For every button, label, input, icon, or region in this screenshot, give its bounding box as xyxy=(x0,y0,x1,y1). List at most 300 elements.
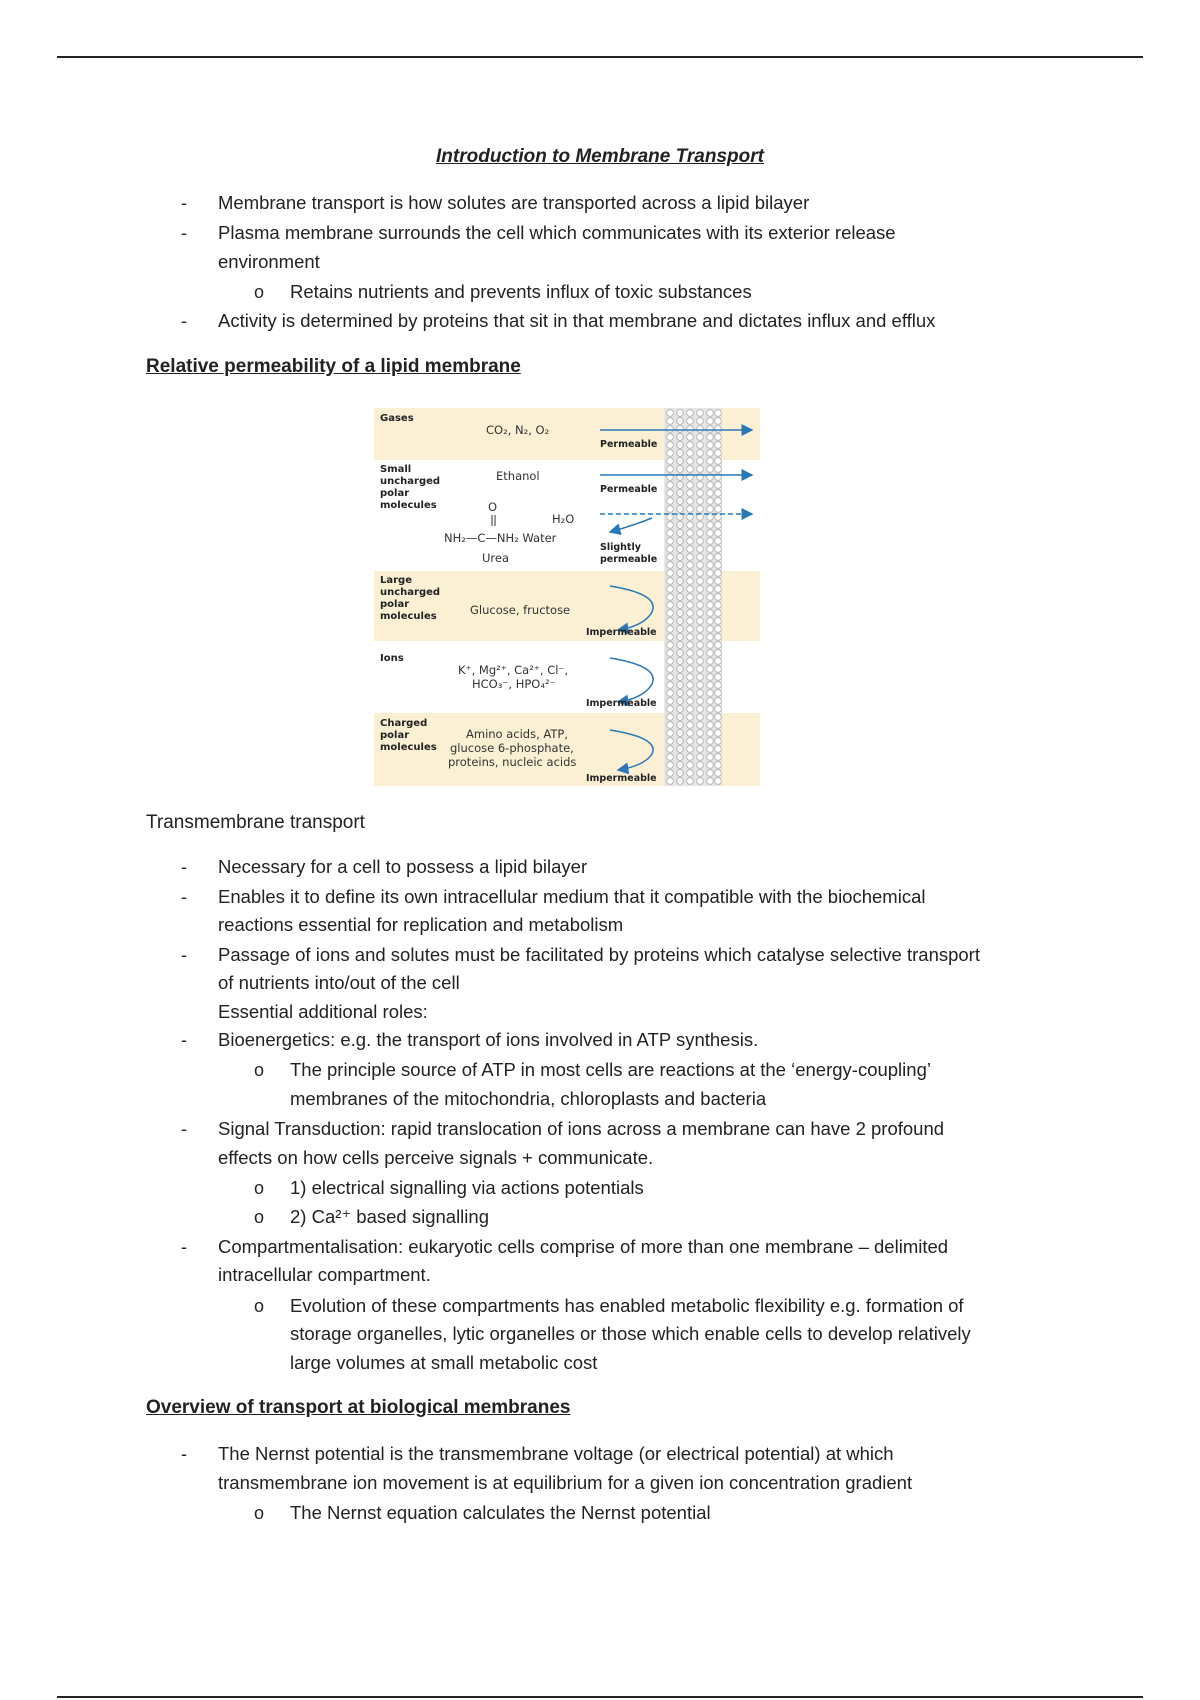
lipid-head xyxy=(707,522,714,529)
lipid-head xyxy=(697,618,704,625)
intro-line-5: Activity is determined by proteins that sit in that membrane and dictates influx and efflux xyxy=(218,310,936,331)
lipid-head xyxy=(707,714,714,721)
lipid-head xyxy=(687,434,694,441)
lipid-head xyxy=(677,442,684,449)
lipid-head xyxy=(697,778,704,785)
lipid-head xyxy=(707,754,714,761)
bullet-dash: - xyxy=(181,1119,187,1139)
lipid-head xyxy=(687,490,694,497)
lipid-head xyxy=(687,562,694,569)
lipid-head xyxy=(677,418,684,425)
lipid-head xyxy=(697,658,704,665)
overview-line-2: transmembrane ion movement is at equilibrium for a given ion concentration gradient xyxy=(218,1472,913,1493)
arrow-bounce-ions xyxy=(610,658,653,702)
tm-line-18: large volumes at small metabolic cost xyxy=(290,1352,598,1373)
lipid-head xyxy=(715,698,722,705)
lipid-head xyxy=(715,434,722,441)
lipid-head xyxy=(697,458,704,465)
bullet-circle: o xyxy=(254,1060,265,1080)
lipid-head xyxy=(687,602,694,609)
lipid-head xyxy=(707,682,714,689)
svg-text:uncharged: uncharged xyxy=(380,587,441,598)
svg-text:polar: polar xyxy=(380,599,410,610)
lipid-head xyxy=(697,554,704,561)
bullet-dash: - xyxy=(181,223,187,243)
lipid-head xyxy=(667,634,674,641)
lipid-head xyxy=(697,730,704,737)
lipid-head xyxy=(667,618,674,625)
lipid-head xyxy=(697,674,704,681)
lipid-head xyxy=(677,738,684,745)
lipid-head xyxy=(677,682,684,689)
lipid-head xyxy=(667,746,674,753)
tm-line-1: Necessary for a cell to possess a lipid bilayer xyxy=(218,856,588,877)
lipid-head xyxy=(707,746,714,753)
lipid-head xyxy=(707,618,714,625)
lipid-head xyxy=(667,458,674,465)
lipid-head xyxy=(697,714,704,721)
lipid-head xyxy=(677,490,684,497)
lipid-head xyxy=(677,562,684,569)
status-ions: Impermeable xyxy=(586,698,657,709)
lipid-head xyxy=(677,642,684,649)
lipid-head xyxy=(715,482,722,489)
tm-line-6: Essential additional roles: xyxy=(218,1001,428,1022)
lipid-head xyxy=(667,682,674,689)
lipid-head xyxy=(667,690,674,697)
lipid-head xyxy=(715,506,722,513)
lipid-head xyxy=(677,650,684,657)
lipid-head xyxy=(707,538,714,545)
lipid-head xyxy=(677,666,684,673)
lipid-head xyxy=(667,538,674,545)
tm-line-7: Bioenergetics: e.g. the transport of ions involved in ATP synthesis. xyxy=(218,1029,759,1050)
lipid-head xyxy=(667,706,674,713)
svg-text:polar: polar xyxy=(380,488,410,499)
lipid-head xyxy=(687,754,694,761)
lipid-head xyxy=(715,690,722,697)
status-gases: Permeable xyxy=(600,439,658,450)
lipid-head xyxy=(697,634,704,641)
lipid-head xyxy=(667,554,674,561)
lipid-head xyxy=(677,658,684,665)
molecules-charged-2: glucose 6-phosphate, xyxy=(450,741,574,755)
tm-line-3: reactions essential for replication and metabolism xyxy=(218,914,624,935)
lipid-head xyxy=(715,458,722,465)
lipid-head xyxy=(667,418,674,425)
lipid-head xyxy=(667,610,674,617)
lipid-head xyxy=(707,738,714,745)
lipid-head xyxy=(677,578,684,585)
lipid-head xyxy=(667,506,674,513)
lipid-head xyxy=(707,650,714,657)
bullet-dash: - xyxy=(181,311,187,331)
lipid-head xyxy=(697,602,704,609)
urea-o: O xyxy=(488,500,498,514)
lipid-head xyxy=(687,698,694,705)
lipid-head xyxy=(697,562,704,569)
intro-line-3: environment xyxy=(218,251,320,272)
tm-line-17: storage organelles, lytic organelles or those which enable cells to develop relatively xyxy=(290,1323,971,1344)
lipid-head xyxy=(697,586,704,593)
lipid-head xyxy=(715,754,722,761)
lipid-head xyxy=(715,442,722,449)
lipid-head xyxy=(697,506,704,513)
lipid-head xyxy=(677,618,684,625)
molecules-ions-2: HCO₃⁻, HPO₄²⁻ xyxy=(472,677,556,691)
lipid-head xyxy=(697,498,704,505)
bullet-dash: - xyxy=(181,193,187,213)
lipid-head xyxy=(677,410,684,417)
lipid-head xyxy=(715,746,722,753)
lipid-head xyxy=(667,602,674,609)
tm-line-13: 2) Ca²⁺ based signalling xyxy=(290,1206,489,1227)
lipid-head xyxy=(707,762,714,769)
lipid-head xyxy=(687,410,694,417)
lipid-head xyxy=(715,554,722,561)
lipid-head xyxy=(707,626,714,633)
lipid-head xyxy=(715,682,722,689)
lipid-head xyxy=(707,562,714,569)
status-charged: Impermeable xyxy=(586,773,657,784)
lipid-head xyxy=(697,706,704,713)
lipid-head xyxy=(707,554,714,561)
lipid-head xyxy=(697,738,704,745)
lipid-head xyxy=(715,738,722,745)
lipid-head xyxy=(667,674,674,681)
lipid-head xyxy=(697,442,704,449)
lipid-head xyxy=(677,770,684,777)
lipid-head xyxy=(687,730,694,737)
lipid-head xyxy=(677,698,684,705)
lipid-head xyxy=(687,482,694,489)
lipid-head xyxy=(687,618,694,625)
lipid-head xyxy=(707,770,714,777)
lipid-head xyxy=(677,746,684,753)
lipid-head xyxy=(667,442,674,449)
lipid-head xyxy=(707,410,714,417)
lipid-head xyxy=(667,722,674,729)
lipid-head xyxy=(667,714,674,721)
lipid-head xyxy=(707,458,714,465)
lipid-head xyxy=(697,650,704,657)
lipid-head xyxy=(697,538,704,545)
lipid-head xyxy=(707,578,714,585)
lipid-head xyxy=(715,610,722,617)
molecules-ions: K⁺, Mg²⁺, Ca²⁺, Cl⁻, xyxy=(458,663,569,677)
lipid-head xyxy=(677,778,684,785)
bullet-circle: o xyxy=(254,1178,265,1198)
lipid-head xyxy=(667,410,674,417)
tm-line-2: Enables it to define its own intracellular medium that it compatible with the biochemical xyxy=(218,886,926,907)
lipid-head xyxy=(715,634,722,641)
bullet-dash: - xyxy=(181,857,187,877)
lipid-head xyxy=(667,426,674,433)
lipid-head xyxy=(687,634,694,641)
overview-line-1: The Nernst potential is the transmembrane voltage (or electrical potential) at which xyxy=(218,1443,894,1464)
lipid-head xyxy=(677,602,684,609)
lipid-head xyxy=(707,658,714,665)
lipid-head xyxy=(667,450,674,457)
lipid-head xyxy=(697,466,704,473)
lipid-head xyxy=(707,546,714,553)
lipid-head xyxy=(707,634,714,641)
lipid-head xyxy=(707,570,714,577)
tm-line-10: Signal Transduction: rapid translocation of ions across a membrane can have 2 profound xyxy=(218,1118,945,1139)
lipid-head xyxy=(687,530,694,537)
lipid-head xyxy=(707,418,714,425)
bullet-circle: o xyxy=(254,1207,265,1227)
lipid-head xyxy=(697,578,704,585)
bullet-circle: o xyxy=(254,282,265,302)
svg-text:molecules: molecules xyxy=(380,611,437,622)
lipid-head xyxy=(677,498,684,505)
lipid-head xyxy=(715,666,722,673)
lipid-head xyxy=(667,522,674,529)
lipid-head xyxy=(707,434,714,441)
lipid-head xyxy=(687,426,694,433)
lipid-head xyxy=(697,682,704,689)
intro-line-4: Retains nutrients and prevents influx of toxic substances xyxy=(290,281,752,302)
lipid-head xyxy=(707,778,714,785)
lipid-head xyxy=(707,722,714,729)
bullet-dash: - xyxy=(181,1030,187,1050)
lipid-head xyxy=(715,546,722,553)
lipid-head xyxy=(687,506,694,513)
label-small-uncharged: Small xyxy=(380,464,412,475)
lipid-head xyxy=(667,650,674,657)
lipid-head xyxy=(697,546,704,553)
lipid-head xyxy=(715,722,722,729)
lipid-head xyxy=(707,450,714,457)
lipid-head xyxy=(697,490,704,497)
lipid-head xyxy=(697,746,704,753)
lipid-head xyxy=(677,610,684,617)
lipid-head xyxy=(677,570,684,577)
lipid-head xyxy=(697,450,704,457)
bullet-dash: - xyxy=(181,945,187,965)
overview-line-3: The Nernst equation calculates the Nernst potential xyxy=(290,1502,711,1523)
lipid-head xyxy=(677,722,684,729)
lipid-head xyxy=(667,466,674,473)
lipid-head xyxy=(715,570,722,577)
lipid-head xyxy=(715,594,722,601)
lipid-head xyxy=(677,626,684,633)
lipid-head xyxy=(697,722,704,729)
lipid-head xyxy=(687,546,694,553)
lipid-head xyxy=(687,650,694,657)
lipid-head xyxy=(715,586,722,593)
lipid-head xyxy=(667,658,674,665)
tm-line-8: The principle source of ATP in most cells are reactions at the ‘energy-coupling’ xyxy=(290,1059,931,1080)
lipid-head xyxy=(667,490,674,497)
lipid-head xyxy=(715,714,722,721)
lipid-head xyxy=(667,762,674,769)
lipid-head xyxy=(715,706,722,713)
lipid-head xyxy=(715,466,722,473)
lipid-head xyxy=(667,642,674,649)
intro-line-2: Plasma membrane surrounds the cell which communicates with its exterior release xyxy=(218,222,896,243)
label-charged: Charged xyxy=(380,718,428,729)
lipid-head xyxy=(697,754,704,761)
lipid-head xyxy=(715,522,722,529)
lipid-head xyxy=(697,482,704,489)
lipid-head xyxy=(707,498,714,505)
lipid-head xyxy=(697,610,704,617)
lipid-head xyxy=(667,770,674,777)
lipid-head xyxy=(677,458,684,465)
lipid-head xyxy=(697,642,704,649)
lipid-head xyxy=(697,594,704,601)
molecules-charged: Amino acids, ATP, xyxy=(466,727,569,741)
svg-text:uncharged: uncharged xyxy=(380,476,441,487)
lipid-head xyxy=(667,626,674,633)
lipid-bilayer xyxy=(664,408,722,786)
svg-text:molecules: molecules xyxy=(380,500,437,511)
lipid-head xyxy=(677,466,684,473)
lipid-head xyxy=(667,738,674,745)
lipid-head xyxy=(697,522,704,529)
lipid-head xyxy=(715,498,722,505)
lipid-head xyxy=(677,538,684,545)
lipid-head xyxy=(667,666,674,673)
lipid-head xyxy=(715,578,722,585)
lipid-head xyxy=(687,554,694,561)
status-ethanol: Permeable xyxy=(600,484,658,495)
lipid-head xyxy=(687,714,694,721)
lipid-head xyxy=(687,738,694,745)
lipid-head xyxy=(707,426,714,433)
lipid-head xyxy=(667,578,674,585)
lipid-head xyxy=(707,594,714,601)
lipid-head xyxy=(677,674,684,681)
lipid-head xyxy=(707,506,714,513)
lipid-head xyxy=(715,530,722,537)
lipid-head xyxy=(677,482,684,489)
lipid-head xyxy=(687,570,694,577)
lipid-head xyxy=(715,778,722,785)
lipid-head xyxy=(687,746,694,753)
lipid-head xyxy=(667,730,674,737)
tm-line-16: Evolution of these compartments has enabled metabolic flexibility e.g. formation of xyxy=(290,1295,964,1316)
svg-text:permeable: permeable xyxy=(600,554,658,565)
lipid-head xyxy=(687,778,694,785)
page-title: Introduction to Membrane Transport xyxy=(436,146,764,167)
lipid-head xyxy=(707,610,714,617)
lipid-head xyxy=(687,706,694,713)
lipid-head xyxy=(677,730,684,737)
lipid-head xyxy=(687,498,694,505)
lipid-head xyxy=(687,690,694,697)
lipid-head xyxy=(677,762,684,769)
bullet-circle: o xyxy=(254,1296,265,1316)
lipid-head xyxy=(707,666,714,673)
lipid-head xyxy=(715,674,722,681)
lipid-head xyxy=(697,530,704,537)
lipid-head xyxy=(677,586,684,593)
lipid-head xyxy=(707,442,714,449)
lipid-head xyxy=(687,418,694,425)
bottom-rule xyxy=(57,1696,1143,1698)
lipid-head xyxy=(715,730,722,737)
tm-line-5: of nutrients into/out of the cell xyxy=(218,972,460,993)
lipid-head xyxy=(707,706,714,713)
lipid-head xyxy=(697,418,704,425)
lipid-head xyxy=(707,642,714,649)
svg-text:polar: polar xyxy=(380,730,410,741)
lipid-head xyxy=(667,698,674,705)
lipid-head xyxy=(667,594,674,601)
status-glucose: Impermeable xyxy=(586,627,657,638)
section-heading-transmembrane: Transmembrane transport xyxy=(146,812,365,833)
lipid-head xyxy=(677,434,684,441)
lipid-head xyxy=(697,690,704,697)
lipid-head xyxy=(697,426,704,433)
tm-line-12: 1) electrical signalling via actions potentials xyxy=(290,1177,644,1198)
tm-line-11: effects on how cells perceive signals + communicate. xyxy=(218,1147,654,1168)
lipid-head xyxy=(715,626,722,633)
lipid-head xyxy=(707,674,714,681)
molecules-water-formula: H₂O xyxy=(552,512,575,526)
lipid-head xyxy=(715,538,722,545)
bullet-dash: - xyxy=(181,887,187,907)
lipid-head xyxy=(715,426,722,433)
top-rule xyxy=(57,56,1143,58)
lipid-head xyxy=(715,770,722,777)
lipid-head xyxy=(715,658,722,665)
lipid-head xyxy=(667,570,674,577)
lipid-head xyxy=(707,482,714,489)
lipid-head xyxy=(667,434,674,441)
permeability-diagram xyxy=(374,408,764,786)
lipid-head xyxy=(677,706,684,713)
lipid-head xyxy=(687,458,694,465)
lipid-head xyxy=(687,770,694,777)
lipid-head xyxy=(677,690,684,697)
lipid-head xyxy=(677,426,684,433)
lipid-head xyxy=(707,530,714,537)
lipid-head xyxy=(715,418,722,425)
lipid-head xyxy=(687,722,694,729)
lipid-head xyxy=(707,490,714,497)
lipid-head xyxy=(697,666,704,673)
lipid-head xyxy=(677,594,684,601)
lipid-head xyxy=(687,466,694,473)
tm-line-15: intracellular compartment. xyxy=(218,1264,431,1285)
tm-line-14: Compartmentalisation: eukaryotic cells comprise of more than one membrane – delimited xyxy=(218,1236,949,1257)
lipid-head xyxy=(687,682,694,689)
lipid-head xyxy=(677,506,684,513)
lipid-head xyxy=(697,434,704,441)
bullet-dash: - xyxy=(181,1237,187,1257)
lipid-head xyxy=(697,770,704,777)
label-gases: Gases xyxy=(380,413,414,424)
lipid-head xyxy=(715,618,722,625)
lipid-head xyxy=(667,586,674,593)
lipid-head xyxy=(677,714,684,721)
lipid-head xyxy=(667,530,674,537)
lipid-head xyxy=(667,562,674,569)
molecules-gases: CO₂, N₂, O₂ xyxy=(486,423,550,437)
lipid-head xyxy=(667,498,674,505)
lipid-head xyxy=(687,442,694,449)
lipid-head xyxy=(707,698,714,705)
lipid-head xyxy=(687,538,694,545)
lipid-head xyxy=(687,450,694,457)
molecules-urea: Urea xyxy=(482,551,510,565)
lipid-head xyxy=(667,546,674,553)
svg-text:molecules: molecules xyxy=(380,742,437,753)
